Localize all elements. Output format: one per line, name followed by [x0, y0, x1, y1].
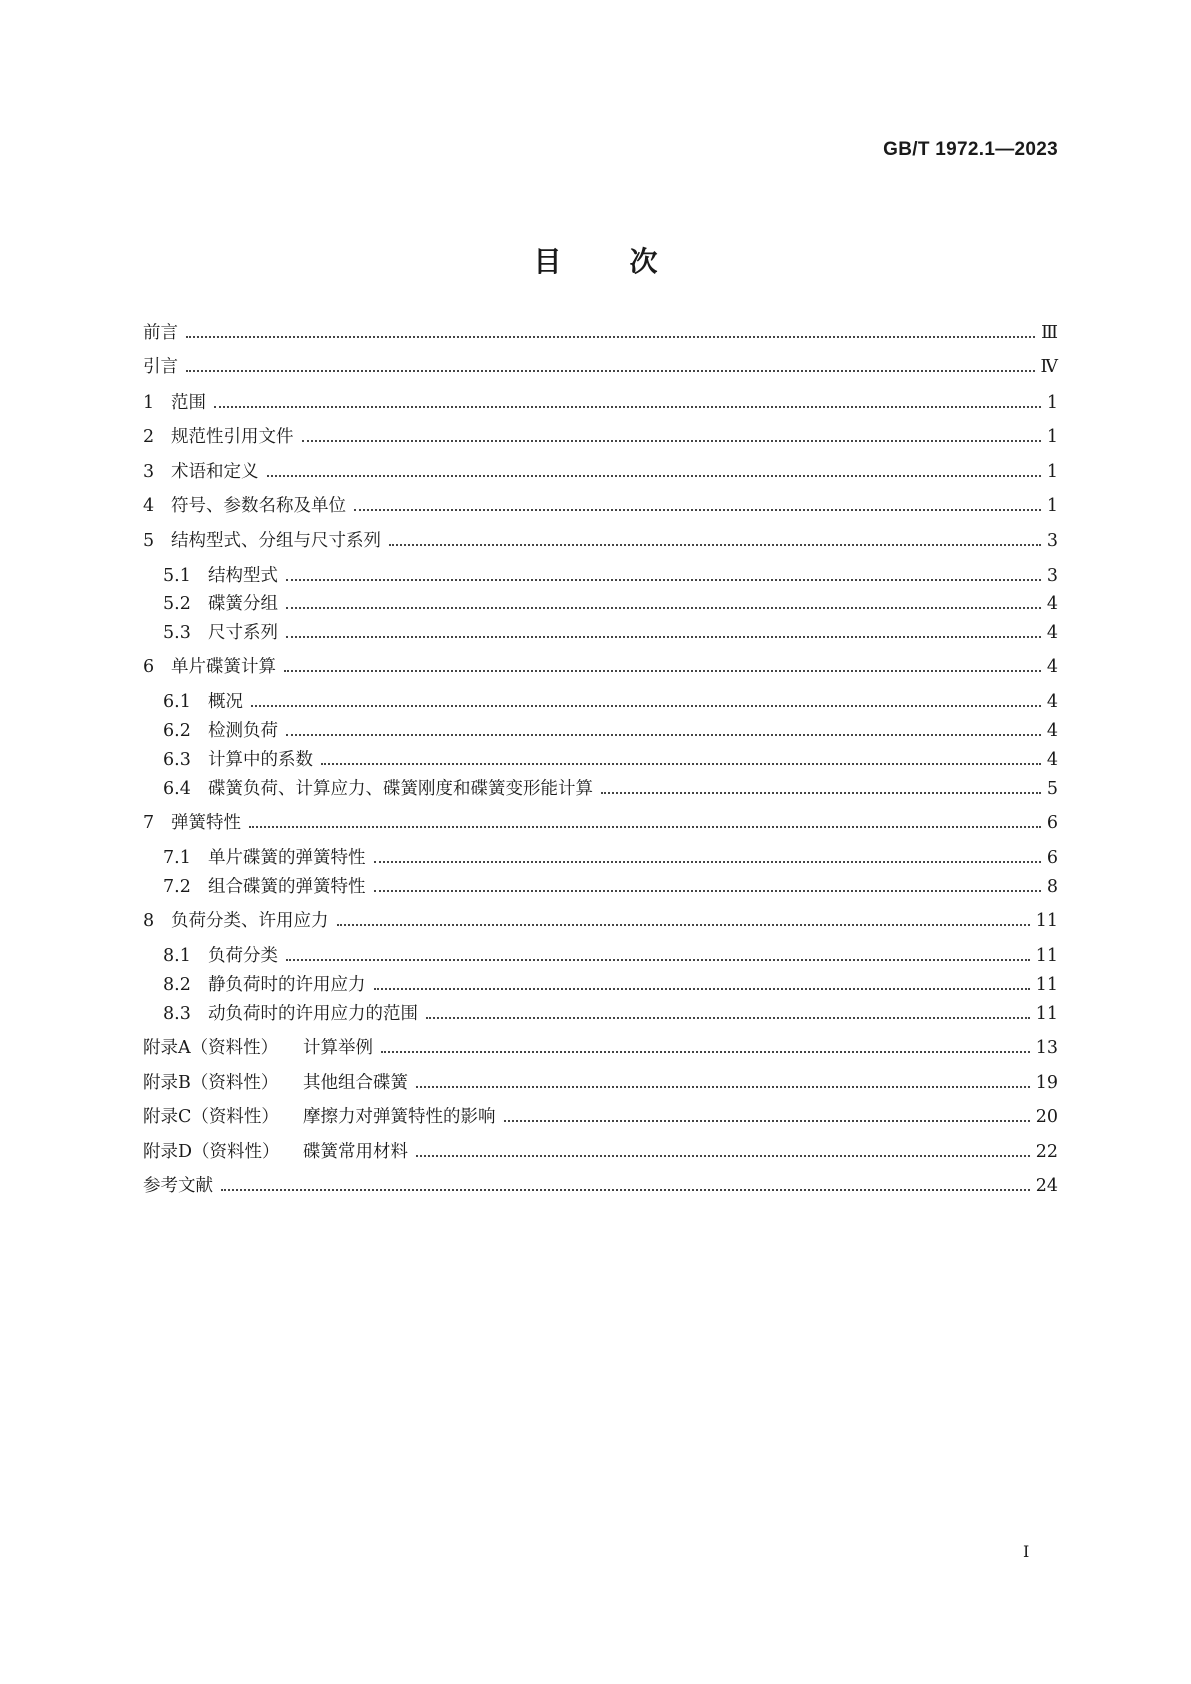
- toc-leader-dots: [286, 734, 1041, 736]
- toc-entry[interactable]: [143, 808, 1058, 834]
- toc-entry-page: 4: [1046, 692, 1058, 712]
- toc-entry-title: 单片碟簧的弹簧特性: [208, 848, 366, 868]
- toc-entry-number: 附录B（资料性）: [143, 1073, 279, 1093]
- toc-entry[interactable]: [143, 1068, 1058, 1094]
- toc-entry-page: 3: [1046, 531, 1058, 551]
- toc-entry-page: 5: [1046, 779, 1058, 799]
- toc-leader-dots: [426, 1017, 1030, 1019]
- toc-entry[interactable]: [143, 526, 1058, 552]
- toc-entry-page: 1: [1046, 496, 1058, 516]
- toc-entry[interactable]: [163, 716, 1058, 742]
- toc-entry[interactable]: [143, 1102, 1058, 1128]
- toc-leader-dots: [186, 370, 1035, 372]
- toc-leader-dots: [321, 763, 1041, 765]
- toc-entry-number: 4: [143, 496, 155, 516]
- toc-entry[interactable]: [163, 687, 1058, 713]
- toc-leader-dots: [286, 636, 1041, 638]
- toc-entry-page: 6: [1046, 813, 1058, 833]
- toc-entry-page: 8: [1046, 877, 1058, 897]
- toc-entry-title: 单片碟簧计算: [171, 657, 276, 677]
- toc-leader-dots: [286, 579, 1041, 581]
- toc-entry-title: 动负荷时的许用应力的范围: [208, 1004, 418, 1024]
- toc-entry-page: 19: [1035, 1073, 1058, 1093]
- toc-entry-number: 7: [143, 813, 155, 833]
- toc-entry-title: 范围: [171, 393, 206, 413]
- title-char-2: 次: [629, 245, 658, 278]
- toc-entry-page: Ⅲ: [1041, 323, 1058, 343]
- toc-leader-dots: [601, 792, 1041, 794]
- toc-entry-title: 术语和定义: [171, 462, 259, 482]
- toc-entry-page: 24: [1035, 1176, 1058, 1196]
- toc-entry-number: 5.3: [163, 623, 191, 643]
- toc-entry-page: 22: [1035, 1142, 1058, 1162]
- toc-entry[interactable]: [163, 745, 1058, 771]
- toc-leader-dots: [504, 1120, 1030, 1122]
- toc-entry-title: 弹簧特性: [171, 813, 241, 833]
- toc-leader-dots: [354, 509, 1041, 511]
- toc-leader-dots: [286, 959, 1030, 961]
- toc-leader-dots: [286, 607, 1041, 609]
- toc-leader-dots: [389, 544, 1041, 546]
- toc-entry-number: 附录D（资料性）: [143, 1142, 280, 1162]
- title-char-1: 目: [533, 245, 562, 278]
- toc-entry-number: 5: [143, 531, 155, 551]
- page-number: I: [1023, 1542, 1030, 1561]
- toc-entry-title: 组合碟簧的弹簧特性: [208, 877, 366, 897]
- toc-leader-dots: [221, 1189, 1030, 1191]
- toc-entry[interactable]: [163, 872, 1058, 898]
- toc-entry-page: 4: [1046, 623, 1058, 643]
- toc-entry-title: 结构型式、分组与尺寸系列: [171, 531, 381, 551]
- toc-entry-page: 3: [1046, 566, 1058, 586]
- toc-entry-page: Ⅳ: [1040, 357, 1058, 377]
- toc-entry[interactable]: [143, 1033, 1058, 1059]
- toc-leader-dots: [267, 475, 1041, 477]
- toc-entry-page: 4: [1046, 657, 1058, 677]
- toc-entry-number: 8.2: [163, 975, 191, 995]
- toc-entry-title: 摩擦力对弹簧特性的影响: [303, 1107, 496, 1127]
- toc-entry-number: 6.1: [163, 692, 191, 712]
- toc-entry-number: 7.2: [163, 877, 191, 897]
- toc-entry[interactable]: [163, 589, 1058, 615]
- toc-entry-number: 8.1: [163, 946, 191, 966]
- toc-entry-number: 3: [143, 462, 155, 482]
- toc-entry-page: 1: [1046, 462, 1058, 482]
- toc-entry-number: 2: [143, 427, 155, 447]
- toc-entry-title: 碟簧常用材料: [303, 1142, 408, 1162]
- toc-entry-number: 7.1: [163, 848, 191, 868]
- toc-entry-number: 6.3: [163, 750, 191, 770]
- toc-entry[interactable]: [143, 318, 1058, 344]
- toc-entry[interactable]: [143, 652, 1058, 678]
- toc-entry-page: 6: [1046, 848, 1058, 868]
- toc-leader-dots: [284, 670, 1041, 672]
- toc-entry-number: 5.2: [163, 594, 191, 614]
- toc-entry-page: 4: [1046, 750, 1058, 770]
- toc-entry-number: 8: [143, 911, 155, 931]
- toc-entry-page: 13: [1035, 1038, 1058, 1058]
- toc-leader-dots: [186, 336, 1035, 338]
- toc-entry-title: 符号、参数名称及单位: [171, 496, 346, 516]
- toc-entry[interactable]: [163, 941, 1058, 967]
- toc-entry-page: 20: [1035, 1107, 1058, 1127]
- toc-leader-dots: [374, 988, 1030, 990]
- toc-entry-title: 概况: [208, 692, 243, 712]
- toc-entry-title: 规范性引用文件: [171, 427, 294, 447]
- toc-entry-title: 碟簧分组: [208, 594, 278, 614]
- toc-entry-title: 负荷分类: [208, 946, 278, 966]
- toc-leader-dots: [374, 890, 1041, 892]
- toc-entry-number: 6: [143, 657, 155, 677]
- toc-entry-title: 负荷分类、许用应力: [171, 911, 329, 931]
- toc-entry[interactable]: [163, 774, 1058, 800]
- toc-leader-dots: [302, 440, 1041, 442]
- toc-entry[interactable]: [143, 1137, 1058, 1163]
- toc-entry-page: 11: [1035, 1004, 1058, 1024]
- toc-leader-dots: [249, 826, 1041, 828]
- toc-leader-dots: [416, 1155, 1030, 1157]
- toc-entry-title: 检测负荷: [208, 721, 278, 741]
- toc-entry[interactable]: [143, 1171, 1058, 1197]
- toc-entry-title: 前言: [143, 323, 178, 343]
- toc-leader-dots: [374, 861, 1041, 863]
- toc-leader-dots: [416, 1086, 1030, 1088]
- toc-entry-number: 6.2: [163, 721, 191, 741]
- toc-leader-dots: [251, 705, 1041, 707]
- toc-entry-page: 11: [1035, 911, 1058, 931]
- toc-entry-page: 11: [1035, 946, 1058, 966]
- toc-entry-title: 碟簧负荷、计算应力、碟簧刚度和碟簧变形能计算: [208, 779, 593, 799]
- toc-entry-page: 4: [1046, 721, 1058, 741]
- toc-entry-page: 1: [1046, 427, 1058, 447]
- toc-entry-number: 1: [143, 393, 155, 413]
- toc-entry[interactable]: [163, 843, 1058, 869]
- toc-entry[interactable]: [143, 457, 1058, 483]
- toc-entry-title: 计算中的系数: [208, 750, 313, 770]
- toc-entry[interactable]: [163, 618, 1058, 644]
- toc-entry-title: 静负荷时的许用应力: [208, 975, 366, 995]
- toc-entry[interactable]: [143, 352, 1058, 378]
- toc-entry[interactable]: [163, 561, 1058, 587]
- toc-entry-number: 附录A（资料性）: [143, 1038, 279, 1058]
- toc-entry-number: 附录C（资料性）: [143, 1107, 279, 1127]
- toc-entry[interactable]: [143, 491, 1058, 517]
- toc-entry-title: 结构型式: [208, 566, 278, 586]
- toc-entry[interactable]: [143, 388, 1058, 414]
- toc-entry-title: 尺寸系列: [208, 623, 278, 643]
- toc-leader-dots: [337, 924, 1030, 926]
- toc-leader-dots: [381, 1051, 1030, 1053]
- standard-number: GB/T 1972.1—2023: [883, 139, 1058, 160]
- toc-entry-number: 5.1: [163, 566, 191, 586]
- toc-entry-title: 引言: [143, 357, 178, 377]
- toc-entry-title: 计算举例: [303, 1038, 373, 1058]
- toc-entry-page: 11: [1035, 975, 1058, 995]
- toc-entry-title: 参考文献: [143, 1176, 213, 1196]
- toc-entry[interactable]: [163, 970, 1058, 996]
- toc-entry-number: 8.3: [163, 1004, 191, 1024]
- toc-entry[interactable]: [143, 422, 1058, 448]
- toc-entry[interactable]: [163, 999, 1058, 1025]
- toc-entry[interactable]: [143, 906, 1058, 932]
- toc-entry-page: 4: [1046, 594, 1058, 614]
- toc-entry-page: 1: [1046, 393, 1058, 413]
- toc-leader-dots: [214, 406, 1041, 408]
- toc-entry-number: 6.4: [163, 779, 191, 799]
- toc-entry-title: 其他组合碟簧: [303, 1073, 408, 1093]
